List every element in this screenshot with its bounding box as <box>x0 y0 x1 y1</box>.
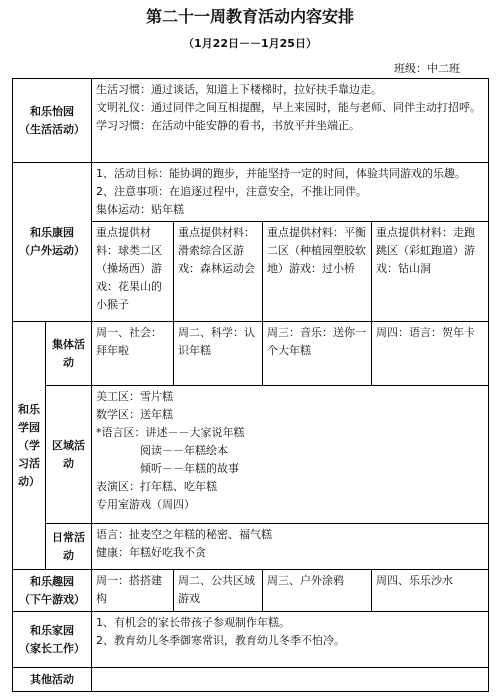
outdoor-line: 1、活动目标：能协调的跑步，并能坚持一定的时间，体验共同游戏的乐趣。 <box>96 167 466 180</box>
collective-day-2: 周二、科学：认识年糕 <box>174 322 263 386</box>
home-row <box>13 612 489 668</box>
learning-collective-row <box>13 322 489 386</box>
home-line: 1、有机会的家长带孩子参观制作年糕。 <box>96 616 290 629</box>
afternoon-day-1: 周一：搭搭建构 <box>92 570 174 612</box>
class-info: 班级：中二班 <box>394 62 460 75</box>
learning-daily-row <box>13 524 489 570</box>
collective-label: 集体活动 <box>46 322 92 386</box>
afternoon-row <box>13 570 489 612</box>
daily-line: 语言：扯麦空之年糕的秘密、福气糕 <box>96 528 272 541</box>
outdoor-header: 和乐康园 （户外运动） <box>13 163 92 322</box>
learning-header: 和乐学园（学习活动） <box>13 322 46 570</box>
other-content <box>92 668 489 692</box>
life-line: 学习习惯：在活动中能安静的看书，书放平并坐端正。 <box>96 119 360 132</box>
life-line: 生活习惯：通过谈话，知道上下楼梯时，拉好扶手靠边走。 <box>96 83 382 96</box>
life-line: 文明礼仪：通过同伴之间互相提醒，早上来园时，能与老师、同伴主动打招呼。 <box>96 101 481 114</box>
other-header: 其他活动 <box>13 668 92 692</box>
daily-line: 健康：年糕好吃我不贪 <box>96 546 206 559</box>
area-line: 美工区：雪片糕 <box>96 390 173 403</box>
outdoor-zone-3: 重点提供材料：平衡二区（种植园塑胶软地）游戏：过小桥 <box>263 222 372 322</box>
area-line: 表演区：打年糕、吃年糕 <box>96 480 217 493</box>
outdoor-zone-2: 重点提供材料：滑索综合区游戏：森林运动会 <box>174 222 263 322</box>
outdoor-zone-4: 重点提供材料：走跑跳区（彩虹跑道）游戏：钻山洞 <box>372 222 489 322</box>
outdoor-content <box>92 163 489 222</box>
area-line: *语言区：讲述－－大家说年糕 <box>96 426 245 439</box>
schedule-table <box>12 78 489 692</box>
other-row <box>13 668 489 692</box>
life-content <box>92 79 489 163</box>
outdoor-row <box>13 163 489 222</box>
date-range: （1月22日－－1月25日） <box>183 37 317 50</box>
home-content <box>92 612 489 668</box>
area-line: 阅读－－年糕绘本 <box>140 444 228 457</box>
collective-day-3: 周三：音乐：送你一个大年糕 <box>263 322 372 386</box>
life-row <box>13 79 489 163</box>
outdoor-zone-1: 重点提供材料：球类二区（操场西）游戏：花果山的小猴子 <box>92 222 174 322</box>
area-line: 倾听－－年糕的故事 <box>140 462 239 475</box>
area-label: 区域活动 <box>46 386 92 524</box>
home-header: 和乐家园 （家长工作） <box>13 612 92 668</box>
learning-area-row <box>13 386 489 524</box>
afternoon-day-2: 周二、公共区域游戏 <box>174 570 263 612</box>
afternoon-day-3: 周三、户外涂鸦 <box>263 570 372 612</box>
home-line: 2、教育幼儿冬季御寒常识，教育幼儿冬季不怕冷。 <box>96 634 345 647</box>
area-content <box>92 386 489 524</box>
collective-day-4: 周四：语言：贺年卡 <box>372 322 489 386</box>
life-header: 和乐怡园 （生活活动） <box>13 79 92 163</box>
afternoon-header: 和乐趣园 （下午游戏） <box>13 570 92 612</box>
daily-label: 日常活动 <box>46 524 92 570</box>
collective-day-1: 周一、社会：拜年啦 <box>92 322 174 386</box>
outdoor-line: 2、注意事项：在追逐过程中，注意安全，不推让同伴。 <box>96 185 367 198</box>
document-title: 第二十一周教育活动内容安排 <box>145 7 354 26</box>
area-line: 数学区：送年糕 <box>96 408 173 421</box>
area-line: 专用室游戏（周四） <box>96 498 195 511</box>
outdoor-line: 集体运动：贴年糕 <box>96 203 184 216</box>
daily-content <box>92 524 489 570</box>
afternoon-day-4: 周四、乐乐沙水 <box>372 570 489 612</box>
